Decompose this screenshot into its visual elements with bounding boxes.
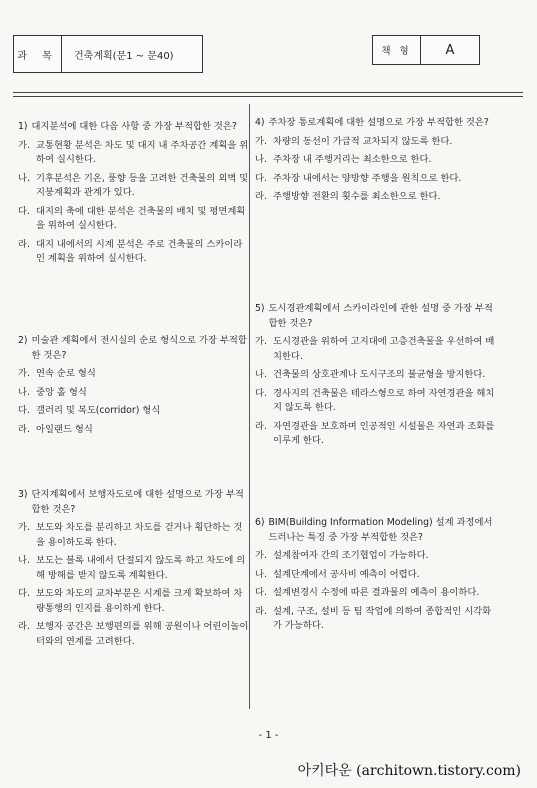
option-text: 보도는 블록 내에서 단절되지 않도록 하고 차도에 의해 방해를 받지 않도록 계획한다.: [36, 555, 246, 581]
option-ga[interactable]: [18, 521, 250, 550]
question-number: 4): [255, 117, 265, 128]
option-na[interactable]: [18, 386, 250, 401]
option-text: 경사지의 건축물은 테라스형으로 하여 자연경관을 해치지 않도록 한다.: [273, 387, 495, 413]
option-marker: 나.: [18, 386, 30, 398]
option-na[interactable]: [255, 153, 495, 168]
option-na[interactable]: [18, 172, 250, 201]
option-text: 중앙 홀 형식: [36, 386, 87, 398]
subject-label: 과 목: [14, 36, 62, 72]
question-1: [18, 120, 250, 267]
option-marker: 다.: [18, 405, 30, 416]
option-text: 설계단계에서 공사비 예측이 어렵다.: [273, 568, 420, 580]
option-marker: 다.: [18, 205, 30, 217]
option-marker: 다.: [18, 588, 30, 599]
option-marker: 가.: [255, 550, 267, 561]
option-text: 주차장 내에서는 양방향 주행을 원칙으로 한다.: [273, 172, 462, 184]
option-text: 차량의 동선이 가급적 교차되지 않도록 한다.: [273, 135, 453, 147]
question-text: 단지계획에서 보행자도로에 대한 설명으로 가장 부적합한 것은?: [31, 489, 244, 515]
option-text: 보행자 공간은 보행편의를 위해 공원이나 어린이놀이터와의 연계를 고려한다.: [36, 621, 249, 647]
page-number: - 1 -: [258, 730, 279, 741]
question-stem: [18, 334, 250, 363]
option-ra[interactable]: [255, 190, 495, 205]
question-3: [18, 488, 250, 649]
option-text: 주차장 내 주행거리는 최소한으로 한다.: [273, 154, 432, 165]
question-number: 5): [255, 303, 265, 314]
option-ra[interactable]: [255, 605, 495, 634]
question-stem: [255, 116, 495, 131]
option-marker: 나.: [255, 369, 267, 380]
option-text: 기후분석은 기온, 풍향 등을 고려한 건축물의 외벽 및 지붕계획과 관계가 있다.: [36, 172, 249, 198]
option-marker: 나.: [255, 568, 267, 580]
option-ga[interactable]: [18, 139, 250, 168]
top-rule: [13, 92, 523, 93]
option-marker: 가.: [18, 139, 30, 151]
option-text: 보도와 차도를 분리하고 차도를 걷거나 횡단하는 것을 용이하도록 한다.: [36, 522, 243, 548]
option-marker: 라.: [18, 621, 30, 632]
option-marker: 나.: [18, 172, 30, 184]
subject-box: [13, 35, 203, 73]
option-da[interactable]: [255, 586, 495, 601]
source-watermark: 아키타운 (architown.tistory.com): [297, 763, 521, 779]
question-6: [255, 516, 495, 634]
option-na[interactable]: [255, 568, 495, 583]
option-marker: 다.: [255, 172, 267, 184]
option-marker: 라.: [255, 605, 267, 617]
question-stem: [18, 120, 250, 135]
option-text: 연속 순로 형식: [36, 368, 96, 379]
option-text: 보도와 차도의 교차부분은 시계를 크게 확보하여 차량통행의 인지를 용이하게 한다.: [36, 588, 243, 614]
option-ga[interactable]: [255, 335, 495, 364]
option-marker: 라.: [18, 238, 30, 250]
option-marker: 가.: [255, 135, 267, 147]
option-ra[interactable]: [18, 423, 250, 438]
option-marker: 라.: [18, 423, 30, 435]
question-5: [255, 302, 495, 449]
option-text: 갤러리 및 복도(corridor) 형식: [36, 405, 161, 416]
option-marker: 라.: [255, 420, 267, 432]
option-marker: 나.: [18, 555, 30, 566]
option-text: 주행방향 전환의 횟수를 최소한으로 한다.: [273, 191, 441, 202]
option-marker: 가.: [255, 336, 267, 347]
option-marker: 라.: [255, 191, 267, 202]
question-stem: [255, 516, 495, 545]
option-text: 대지의 축에 대한 분석은 건축물의 배치 및 평면계획을 위하여 실시한다.: [36, 205, 246, 231]
option-ga[interactable]: [18, 367, 250, 382]
question-text: BIM(Building Information Modeling) 설계 과정에서 드러나는 특징 중 가장 부적합한 것은?: [268, 517, 493, 543]
option-na[interactable]: [255, 368, 495, 383]
option-ra[interactable]: [255, 420, 495, 449]
question-number: 2): [18, 335, 28, 346]
booklet-type-box: [372, 35, 480, 65]
option-text: 설계, 구조, 설비 등 팀 작업에 의하여 종합적인 시각화가 가능하다.: [273, 605, 492, 631]
option-text: 건축물의 상호관계나 도시구조의 불균형을 방지한다.: [273, 369, 486, 380]
option-marker: 다.: [255, 587, 267, 598]
option-da[interactable]: [18, 587, 250, 616]
booklet-type-value: A: [445, 42, 455, 58]
option-ra[interactable]: [18, 238, 250, 267]
booklet-type-label: 책 형: [373, 36, 421, 64]
top-rule-inner: [13, 96, 523, 97]
question-stem: [255, 302, 495, 331]
option-marker: 다.: [255, 387, 267, 399]
option-text: 대지 내에서의 시계 분석은 주로 건축물의 스카이라인 계획을 위하여 실시한다.: [36, 238, 243, 264]
option-text: 설계변경시 수정에 따른 결과물의 예측이 용이하다.: [273, 587, 480, 598]
option-da[interactable]: [255, 172, 495, 187]
option-text: 도시경관을 위하여 고지대에 고층건축물을 우선하여 배치한다.: [273, 336, 495, 362]
option-marker: 가.: [18, 368, 30, 379]
option-ga[interactable]: [255, 549, 495, 564]
option-marker: 가.: [18, 522, 30, 533]
subject-value: 건축계획(문1 ~ 문40): [74, 50, 174, 62]
question-number: 3): [18, 489, 28, 500]
question-number: 1): [18, 121, 28, 132]
option-da[interactable]: [18, 404, 250, 419]
option-ga[interactable]: [255, 135, 495, 150]
question-text: 대지분석에 대한 다음 사항 중 가장 부적합한 것은?: [31, 121, 237, 132]
question-text: 주차장 통로계획에 대한 설명으로 가장 부적합한 것은?: [268, 117, 489, 128]
option-da[interactable]: [255, 387, 495, 416]
question-4: [255, 116, 495, 205]
option-text: 아일랜드 형식: [36, 423, 93, 435]
question-2: [18, 334, 250, 437]
option-text: 설계참여자 간의 조기협업이 가능하다.: [273, 550, 429, 561]
option-ra[interactable]: [18, 620, 250, 649]
question-text: 도시경관계획에서 스카이라인에 관한 설명 중 가장 부적합한 것은?: [268, 303, 493, 329]
option-marker: 나.: [255, 154, 267, 165]
option-text: 교통현황 분석은 차도 및 대지 내 주차공간 계획을 위하여 실시한다.: [36, 139, 249, 165]
question-number: 6): [255, 517, 265, 528]
question-text: 미술관 계획에서 전시실의 순로 형식으로 가장 부적합한 것은?: [31, 335, 247, 361]
option-da[interactable]: [18, 205, 250, 234]
option-na[interactable]: [18, 554, 250, 583]
question-stem: [18, 488, 250, 517]
option-text: 자연경관을 보호하며 인공적인 시설물은 자연과 조화를 이루게 한다.: [273, 420, 495, 446]
